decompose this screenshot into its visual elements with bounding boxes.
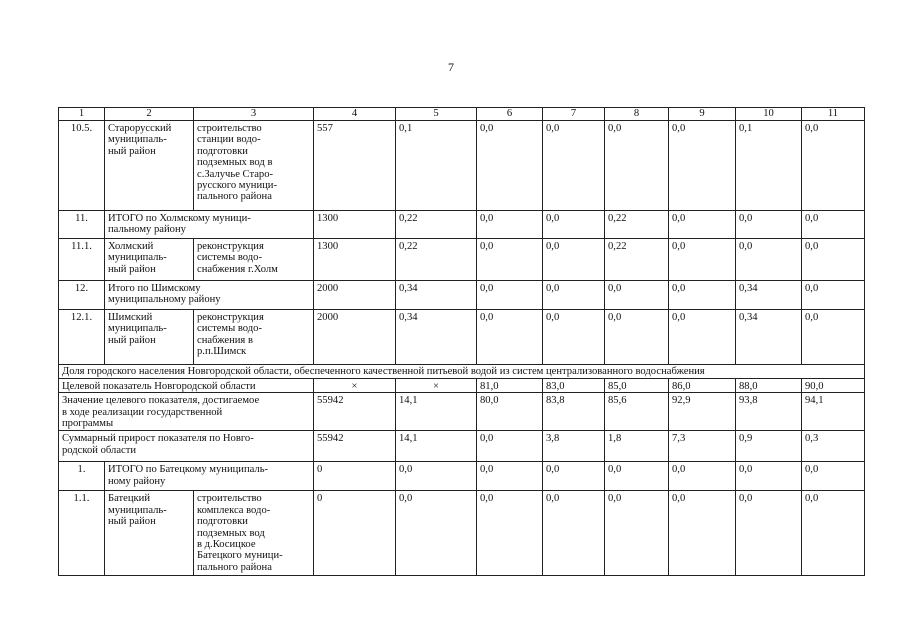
value-cell: 0,0 <box>802 239 865 281</box>
indicator-row <box>59 431 865 462</box>
column-number: 10 <box>736 108 802 121</box>
value-cell: 0,1 <box>396 121 477 211</box>
indicator-value: 55942 <box>314 431 396 462</box>
value-cell: 557 <box>314 121 396 211</box>
value-cell: 1300 <box>314 239 396 281</box>
column-numbers-row <box>59 108 865 121</box>
measure-description: реконструкция системы водо- снабжения в р.п.Шимск <box>194 310 314 365</box>
column-number: 4 <box>314 108 396 121</box>
row-number: 10.5. <box>59 121 105 211</box>
value-cell: 0,0 <box>736 491 802 576</box>
column-number: 9 <box>669 108 736 121</box>
district-total-label: ИТОГО по Холмскому муници- пальному району <box>105 211 314 239</box>
measure-description: строительство комплекса водо- подготовки подземных вод в д.Косицкое Батецкого муници- пального района <box>194 491 314 576</box>
page-number: 7 <box>448 60 454 74</box>
value-cell: 0,0 <box>736 462 802 491</box>
row-number: 11. <box>59 211 105 239</box>
value-cell: 0,0 <box>736 239 802 281</box>
row-number: 1.1. <box>59 491 105 576</box>
row-number: 12.1. <box>59 310 105 365</box>
indicator-value: 90,0 <box>802 379 865 393</box>
value-cell: 0,1 <box>736 121 802 211</box>
indicator-value: 83,0 <box>543 379 605 393</box>
value-cell: 0 <box>314 462 396 491</box>
value-cell: 0,0 <box>605 121 669 211</box>
district-name: Холмский муниципаль- ный район <box>105 239 194 281</box>
row-number: 1. <box>59 462 105 491</box>
value-cell: 0,0 <box>669 491 736 576</box>
value-cell: 0,0 <box>543 121 605 211</box>
indicator-value: 3,8 <box>543 431 605 462</box>
value-cell: 0,0 <box>477 491 543 576</box>
value-cell: 0,34 <box>396 310 477 365</box>
value-cell: 0,0 <box>802 462 865 491</box>
indicator-value: 94,1 <box>802 393 865 431</box>
value-cell: 0,0 <box>605 462 669 491</box>
value-cell: 0,0 <box>543 462 605 491</box>
value-cell: 0,0 <box>802 310 865 365</box>
indicator-value: 83,8 <box>543 393 605 431</box>
program-table <box>58 107 865 576</box>
indicator-value: 88,0 <box>736 379 802 393</box>
value-cell: 0,0 <box>736 211 802 239</box>
district-total-label: ИТОГО по Батецкому муниципаль- ному району <box>105 462 314 491</box>
value-cell: 0,0 <box>477 281 543 310</box>
column-number: 11 <box>802 108 865 121</box>
indicator-value: × <box>396 379 477 393</box>
value-cell: 0,0 <box>802 491 865 576</box>
value-cell: 0,22 <box>605 211 669 239</box>
value-cell: 0,0 <box>543 310 605 365</box>
value-cell: 0,22 <box>605 239 669 281</box>
indicator-value: 85,0 <box>605 379 669 393</box>
value-cell: 0,0 <box>477 310 543 365</box>
value-cell: 0,0 <box>396 491 477 576</box>
column-number: 7 <box>543 108 605 121</box>
measure-description: реконструкция системы водо- снабжения г.Холм <box>194 239 314 281</box>
value-cell: 0,0 <box>477 211 543 239</box>
value-cell: 2000 <box>314 310 396 365</box>
column-number: 2 <box>105 108 194 121</box>
district-total-row <box>59 211 865 239</box>
value-cell: 0,34 <box>736 281 802 310</box>
value-cell: 0,0 <box>543 211 605 239</box>
indicator-value: 7,3 <box>669 431 736 462</box>
value-cell: 0,34 <box>396 281 477 310</box>
indicator-value: 85,6 <box>605 393 669 431</box>
measure-row <box>59 310 865 365</box>
value-cell: 0,0 <box>543 281 605 310</box>
value-cell: 1300 <box>314 211 396 239</box>
measure-row <box>59 491 865 576</box>
value-cell: 0,0 <box>477 239 543 281</box>
indicator-value: 86,0 <box>669 379 736 393</box>
indicator-value: 1,8 <box>605 431 669 462</box>
indicator-value: 14,1 <box>396 393 477 431</box>
indicator-value: 0,9 <box>736 431 802 462</box>
value-cell: 0,0 <box>669 281 736 310</box>
district-name: Старорусский муниципаль- ный район <box>105 121 194 211</box>
indicator-value: × <box>314 379 396 393</box>
column-number: 3 <box>194 108 314 121</box>
value-cell: 0,0 <box>605 310 669 365</box>
value-cell: 0,22 <box>396 239 477 281</box>
district-name: Батецкий муниципаль- ный район <box>105 491 194 576</box>
value-cell: 0,0 <box>802 281 865 310</box>
indicator-label: Целевой показатель Новгородской области <box>59 379 314 393</box>
value-cell: 0,0 <box>477 121 543 211</box>
column-number: 8 <box>605 108 669 121</box>
value-cell: 0,0 <box>669 462 736 491</box>
column-number: 6 <box>477 108 543 121</box>
indicator-label: Суммарный прирост показателя по Новго- родской области <box>59 431 314 462</box>
indicator-value: 80,0 <box>477 393 543 431</box>
column-number: 5 <box>396 108 477 121</box>
value-cell: 0 <box>314 491 396 576</box>
indicator-section-title: Доля городского населения Новгородской области, обеспеченного качественной питьевой водой из систем централизованного водоснабжения <box>59 365 865 379</box>
value-cell: 0,34 <box>736 310 802 365</box>
row-number: 12. <box>59 281 105 310</box>
value-cell: 0,0 <box>669 211 736 239</box>
measure-row <box>59 121 865 211</box>
indicator-value: 0,3 <box>802 431 865 462</box>
value-cell: 0,0 <box>802 211 865 239</box>
value-cell: 0,0 <box>605 281 669 310</box>
indicator-value: 14,1 <box>396 431 477 462</box>
value-cell: 0,0 <box>543 239 605 281</box>
indicator-value: 55942 <box>314 393 396 431</box>
value-cell: 0,0 <box>477 462 543 491</box>
indicator-value: 92,9 <box>669 393 736 431</box>
indicator-section-title-row <box>59 365 865 379</box>
district-total-row <box>59 462 865 491</box>
measure-description: строительство станции водо- подготовки подземных вод в с.Залучье Старо- русского муници- пального района <box>194 121 314 211</box>
column-number: 1 <box>59 108 105 121</box>
indicator-value: 0,0 <box>477 431 543 462</box>
value-cell: 0,0 <box>543 491 605 576</box>
district-total-label: Итого по Шимскому муниципальному району <box>105 281 314 310</box>
value-cell: 0,0 <box>396 462 477 491</box>
indicator-row <box>59 379 865 393</box>
row-number: 11.1. <box>59 239 105 281</box>
table-body <box>59 108 865 576</box>
value-cell: 0,22 <box>396 211 477 239</box>
district-name: Шимский муниципаль- ный район <box>105 310 194 365</box>
district-total-row <box>59 281 865 310</box>
indicator-row <box>59 393 865 431</box>
value-cell: 2000 <box>314 281 396 310</box>
value-cell: 0,0 <box>605 491 669 576</box>
value-cell: 0,0 <box>669 121 736 211</box>
value-cell: 0,0 <box>669 310 736 365</box>
measure-row <box>59 239 865 281</box>
value-cell: 0,0 <box>802 121 865 211</box>
indicator-value: 93,8 <box>736 393 802 431</box>
indicator-value: 81,0 <box>477 379 543 393</box>
indicator-label: Значение целевого показателя, достигаемое в ходе реализации государственной программы <box>59 393 314 431</box>
value-cell: 0,0 <box>669 239 736 281</box>
